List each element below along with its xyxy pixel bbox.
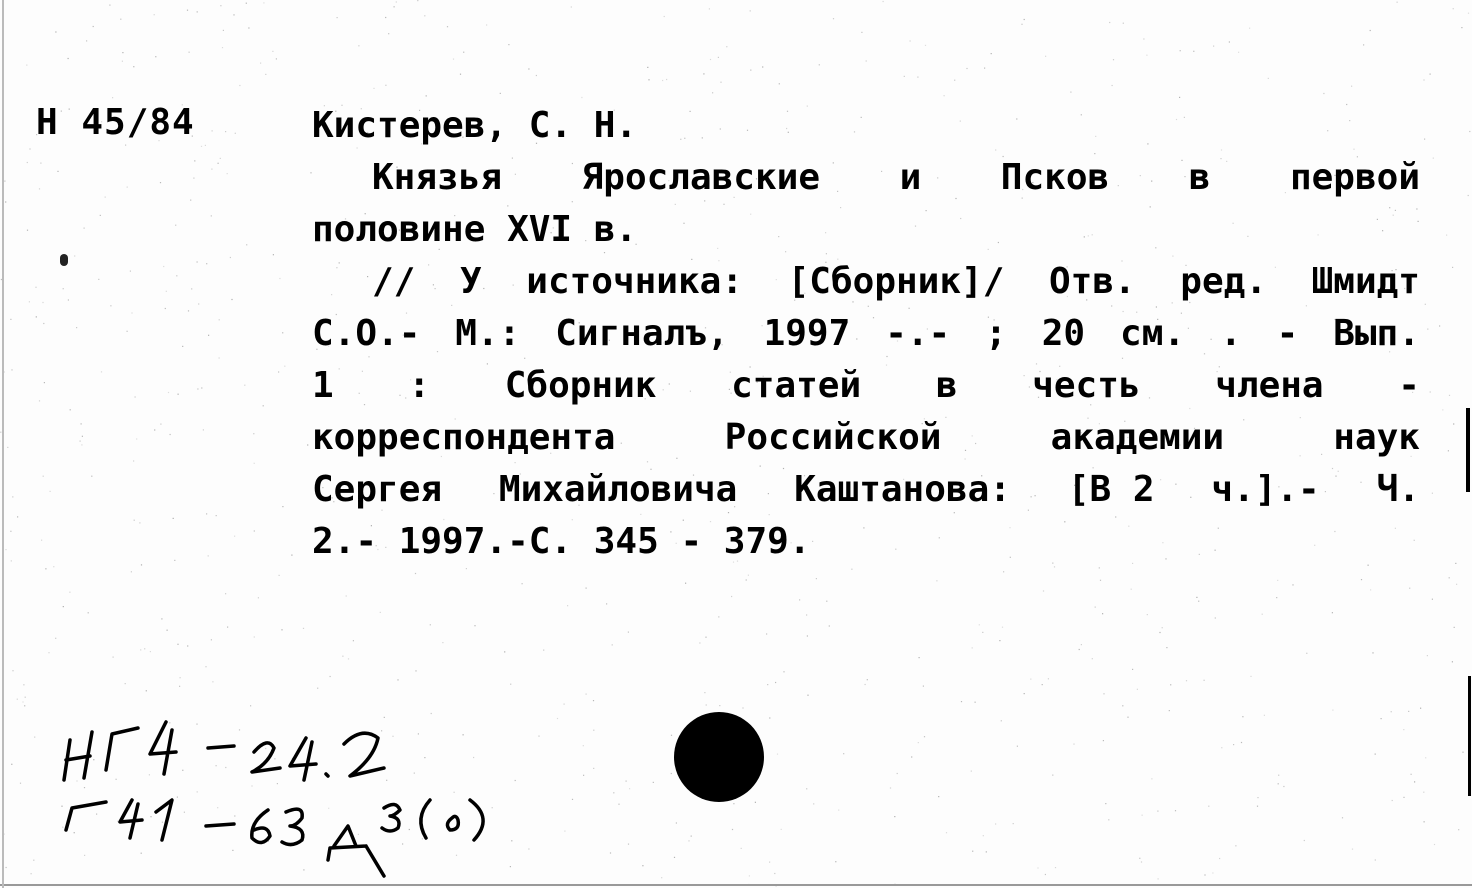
source-word: Российской [724,417,942,458]
title-word: и [899,157,922,198]
source-word: честь [1032,365,1141,406]
call-number: Н 45/84 [36,102,195,143]
source-word: члена [1215,365,1324,406]
card-edge-mark [0,884,1472,886]
source-word: - [1276,313,1299,354]
source-word: 1 [312,365,334,406]
stray-mark [60,254,68,266]
source-word: Сборник [504,365,657,406]
source-word: ; [985,313,1007,354]
punch-hole-dot [674,712,764,802]
handwritten-line-2 [66,800,483,876]
title-line-2: половине XVI в. [312,209,638,250]
source-word: Вып. [1333,313,1420,354]
source-word: статей [731,365,862,406]
source-word: корреспондента [312,417,616,458]
source-word: наук [1333,417,1420,458]
author: Кистерев, С. Н. [312,105,638,146]
title-word: Псков [1000,157,1110,198]
source-word: [В 2 [1067,469,1155,510]
source-word: ч.].- [1211,469,1320,510]
source-word: источника: [526,261,744,302]
source-word: Сигналъ, [555,313,729,354]
source-word: -.- [885,313,951,354]
source-word: Шмидт [1311,261,1420,302]
source-word: см. [1120,313,1186,354]
source-word: Отв. [1048,261,1136,302]
source-word: - [1398,365,1420,406]
source-word: Сергея [312,469,443,510]
source-word: Михайловича [498,469,738,510]
card-edge-mark [1466,408,1470,492]
card-edge-mark [2,0,4,888]
source-word: [Сборник]/ [787,261,1005,302]
source-word: 1997 [763,313,851,354]
source-word: академии [1050,417,1225,458]
source-word: // [372,261,416,302]
source-word: У [459,261,482,302]
source-word: Ч. [1376,469,1420,510]
source-word: М.: [455,313,521,354]
title-word: Князья [372,157,503,198]
source-word: ред. [1180,261,1267,302]
handwritten-line-1 [64,722,384,780]
source-word: 20 [1041,313,1086,354]
title-word: первой [1289,157,1420,198]
source-word: : [408,365,431,406]
source-word: в [935,365,958,406]
source-word: С.О.- [312,313,421,354]
pages-line: 2.- 1997.-С. 345 - 379. [312,521,811,562]
card-edge-mark [1468,676,1471,796]
title-word: в [1188,157,1211,198]
title-word: Ярославские [581,157,821,198]
source-word: . [1219,313,1242,354]
source-word: Каштанова: [794,469,1011,510]
